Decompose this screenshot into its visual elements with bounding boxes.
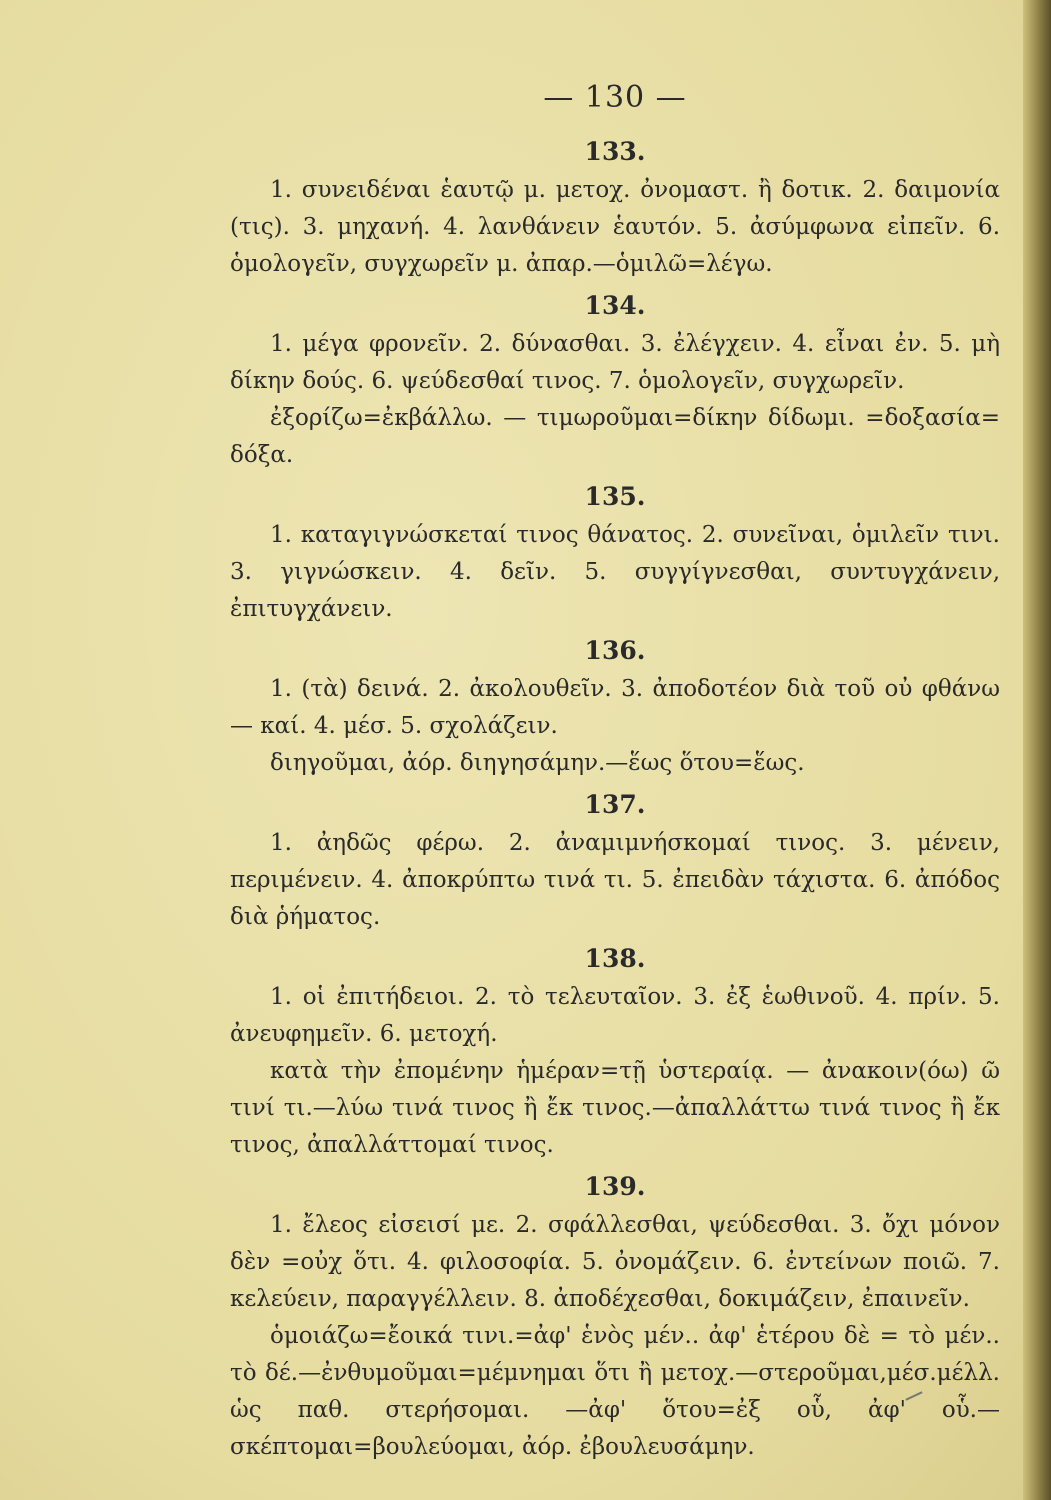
section-paragraph: ὁμοιάζω=ἔοικά τινι.=ἀφ' ἑνὸς μέν.. ἀφ' ἑτέρου δὲ = τὸ μέν.. τὸ δέ.—ἐνθυμοῦμαι=μέμνημαι ὅτι ἢ μετοχ.—στεροῦμαι,μέσ.μέλλ. ὡς παθ. στερήσομαι. —ἀφ' ὅτου=ἐξ οὗ, ἀφ' οὗ.—σκέπτομαι=βουλεύομαι, ἀόρ. ἐβουλευσάμην. (230, 1323, 1000, 1460)
section-number: 136. (584, 636, 646, 665)
section-paragraph: διηγοῦμαι, ἀόρ. διηγησάμην.—ἕως ὅτου=ἕως. (270, 750, 805, 776)
section-paragraph: 1. οἱ ἐπιτήδειοι. 2. τὸ τελευταῖον. 3. ἐξ ἑωθινοῦ. 4. πρίν. 5. ἀνευφημεῖν. 6. μετοχή. (230, 984, 1000, 1047)
section-number: 137. (584, 790, 646, 819)
section-paragraph: 1. ἔλεος εἰσεισί με. 2. σφάλλεσθαι, ψεύδεσθαι. 3. ὄχι μόνον δὲν =οὐχ ὅτι. 4. φιλοσοφία. 5. ὀνομάζειν. 6. ἐντείνων ποιῶ. 7. κελεύειν, παραγγέλλειν. 8. ἀποδέχεσθαι, δοκιμάζειν, ἐπαινεῖν. (230, 1212, 1000, 1312)
section-133 (230, 137, 1000, 283)
section-135 (230, 482, 1000, 628)
page-number: — 130 — (543, 80, 687, 115)
section-paragraph: 1. συνειδέναι ἑαυτῷ μ. μετοχ. ὀνομαστ. ἢ δοτικ. 2. δαιμονία (τις). 3. μηχανή. 4. λανθάνειν ἑαυτόν. 5. ἀσύμφωνα εἰπεῖν. 6. ὁμολογεῖν, συγχωρεῖν μ. ἀπαρ.—ὁμιλῶ=λέγω. (230, 177, 1000, 277)
section-paragraph: 1. μέγα φρονεῖν. 2. δύνασθαι. 3. ἐλέγχειν. 4. εἶναι ἐν. 5. μὴ δίκην δούς. 6. ψεύδεσθαί τινος. 7. ὁμολογεῖν, συγχωρεῖν. (230, 331, 1000, 394)
section-paragraph: 1. καταγιγνώσκεταί τινος θάνατος. 2. συνεῖναι, ὁμιλεῖν τινι. 3. γιγνώσκειν. 4. δεῖν. 5. συγγίγνεσθαι, συντυγχάνειν, ἐπιτυγχάνειν. (230, 522, 1000, 622)
book-spine-edge (1023, 0, 1051, 1500)
section-number: 139. (584, 1172, 646, 1201)
section-paragraph: 1. (τὰ) δεινά. 2. ἀκολουθεῖν. 3. ἀποδοτέον διὰ τοῦ οὐ φθάνω— καί. 4. μέσ. 5. σχολάζειν. (230, 676, 1000, 739)
section-paragraph: ἐξορίζω=ἐκβάλλω. — τιμωροῦμαι=δίκην δίδωμι. =δοξασία= δόξα. (230, 405, 1000, 468)
section-number: 134. (584, 291, 646, 320)
section-number: 135. (584, 482, 646, 511)
section-134 (230, 291, 1000, 474)
section-139 (230, 1172, 1000, 1466)
section-136 (230, 636, 1000, 782)
section-number: 138. (584, 944, 646, 973)
section-138 (230, 944, 1000, 1164)
page-text-block (230, 80, 1000, 1466)
section-number: 133. (584, 137, 646, 166)
section-137 (230, 790, 1000, 936)
section-paragraph: 1. ἀηδῶς φέρω. 2. ἀναμιμνήσκομαί τινος. 3. μένειν, περιμένειν. 4. ἀποκρύπτω τινά τι. 5. ἐπειδὰν τάχιστα. 6. ἀπόδος διὰ ῥήματος. (230, 830, 1000, 930)
section-paragraph: κατὰ τὴν ἐπομένην ἡμέραν=τῇ ὑστεραίᾳ. — ἀνακοιν(όω) ῶ τινί τι.—λύω τινά τινος ἢ ἔκ τινος.—ἀπαλλάττω τινά τινος ἢ ἔκ τινος, ἀπαλλάττομαί τινος. (230, 1058, 1000, 1158)
